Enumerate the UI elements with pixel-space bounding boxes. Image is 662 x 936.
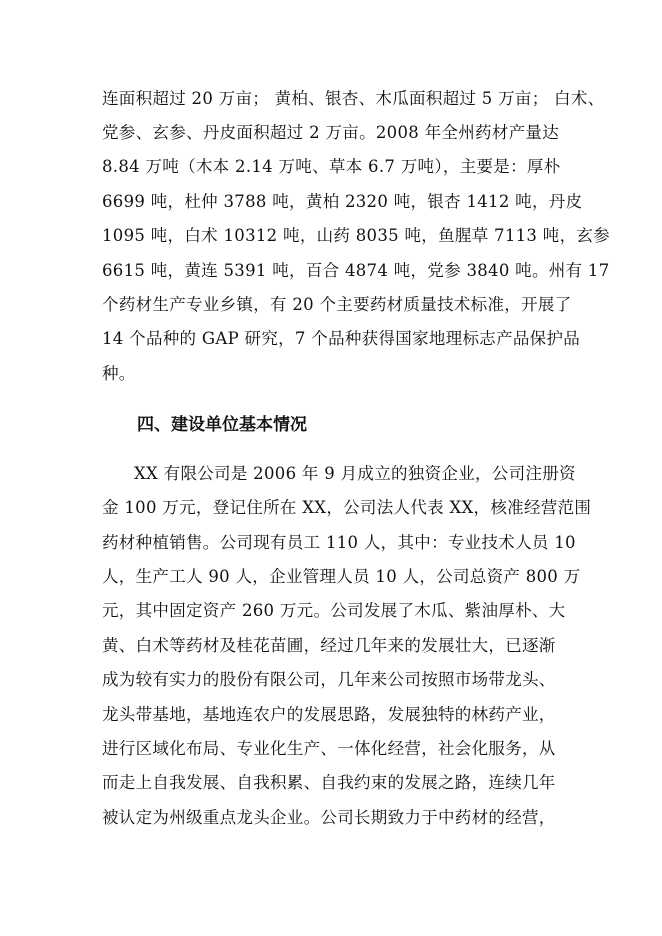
paragraph2-line-3: 药材种植销售。公司现有员工 110 人，其中：专业技术人员 10 (102, 533, 576, 552)
paragraph2-line-11: 被认定为州级重点龙头企业。公司长期致力于中药材的经营， (102, 808, 556, 827)
paragraph2-line-8: 龙头带基地，基地连农户的发展思路，发展独特的林药产业， (102, 705, 556, 724)
paragraph2-line-4: 人，生产工人 90 人，企业管理人员 10 人，公司总资产 800 万 (102, 567, 581, 586)
paragraph1-line-9: 种。 (102, 364, 136, 383)
paragraph1-line-4: 6699 吨，杜仲 3788 吨，黄柏 2320 吨，银杏 1412 吨，丹皮 (102, 192, 583, 211)
paragraph2-line-10: 而走上自我发展、自我积累、自我约束的发展之路，连续几年 (102, 773, 556, 792)
paragraph1-line-3: 8.84 万吨（木本 2.14 万吨、草本 6.7 万吨），主要是：厚朴 (102, 157, 561, 176)
paragraph1-line-8: 14 个品种的 GAP 研究，7 个品种获得国家地理标志产品保护品 (102, 329, 581, 348)
paragraph2-line-1: XX 有限公司是 2006 年 9 月成立的独资企业，公司注册资 (134, 464, 576, 483)
paragraph1-line-2: 党参、玄参、丹皮面积超过 2 万亩。2008 年全州药材产量达 (102, 123, 560, 142)
paragraph2-line-7: 成为较有实力的股份有限公司，几年来公司按照市场带龙头、 (102, 670, 556, 689)
paragraph1-line-5: 1095 吨，白术 10312 吨，山药 8035 吨，鱼腥草 7113 吨，玄参 (102, 226, 610, 245)
paragraph1-line-1: 连面积超过 20 万亩； 黄柏、银杏、木瓜面积超过 5 万亩； 白术、 (102, 89, 605, 108)
paragraph2-line-6: 黄、白术等药材及桂花苗圃，经过几年来的发展壮大，已逐渐 (102, 636, 556, 655)
section-heading: 四、建设单位基本情况 (137, 415, 307, 435)
paragraph1-line-6: 6615 吨，黄连 5391 吨，百合 4874 吨，党参 3840 吨。州有 17 (102, 261, 610, 280)
paragraph2-line-5: 元，其中固定资产 260 万元。公司发展了木瓜、紫油厚朴、大 (102, 601, 566, 620)
paragraph2-line-2: 金 100 万元，登记住所在 XX，公司法人代表 XX，核准经营范围 (102, 498, 592, 517)
paragraph2-line-9: 进行区域化布局、专业化生产、一体化经营，社会化服务，从 (102, 739, 556, 758)
paragraph1-line-7: 个药材生产专业乡镇，有 20 个主要药材质量技术标准，开展了 (102, 295, 572, 314)
